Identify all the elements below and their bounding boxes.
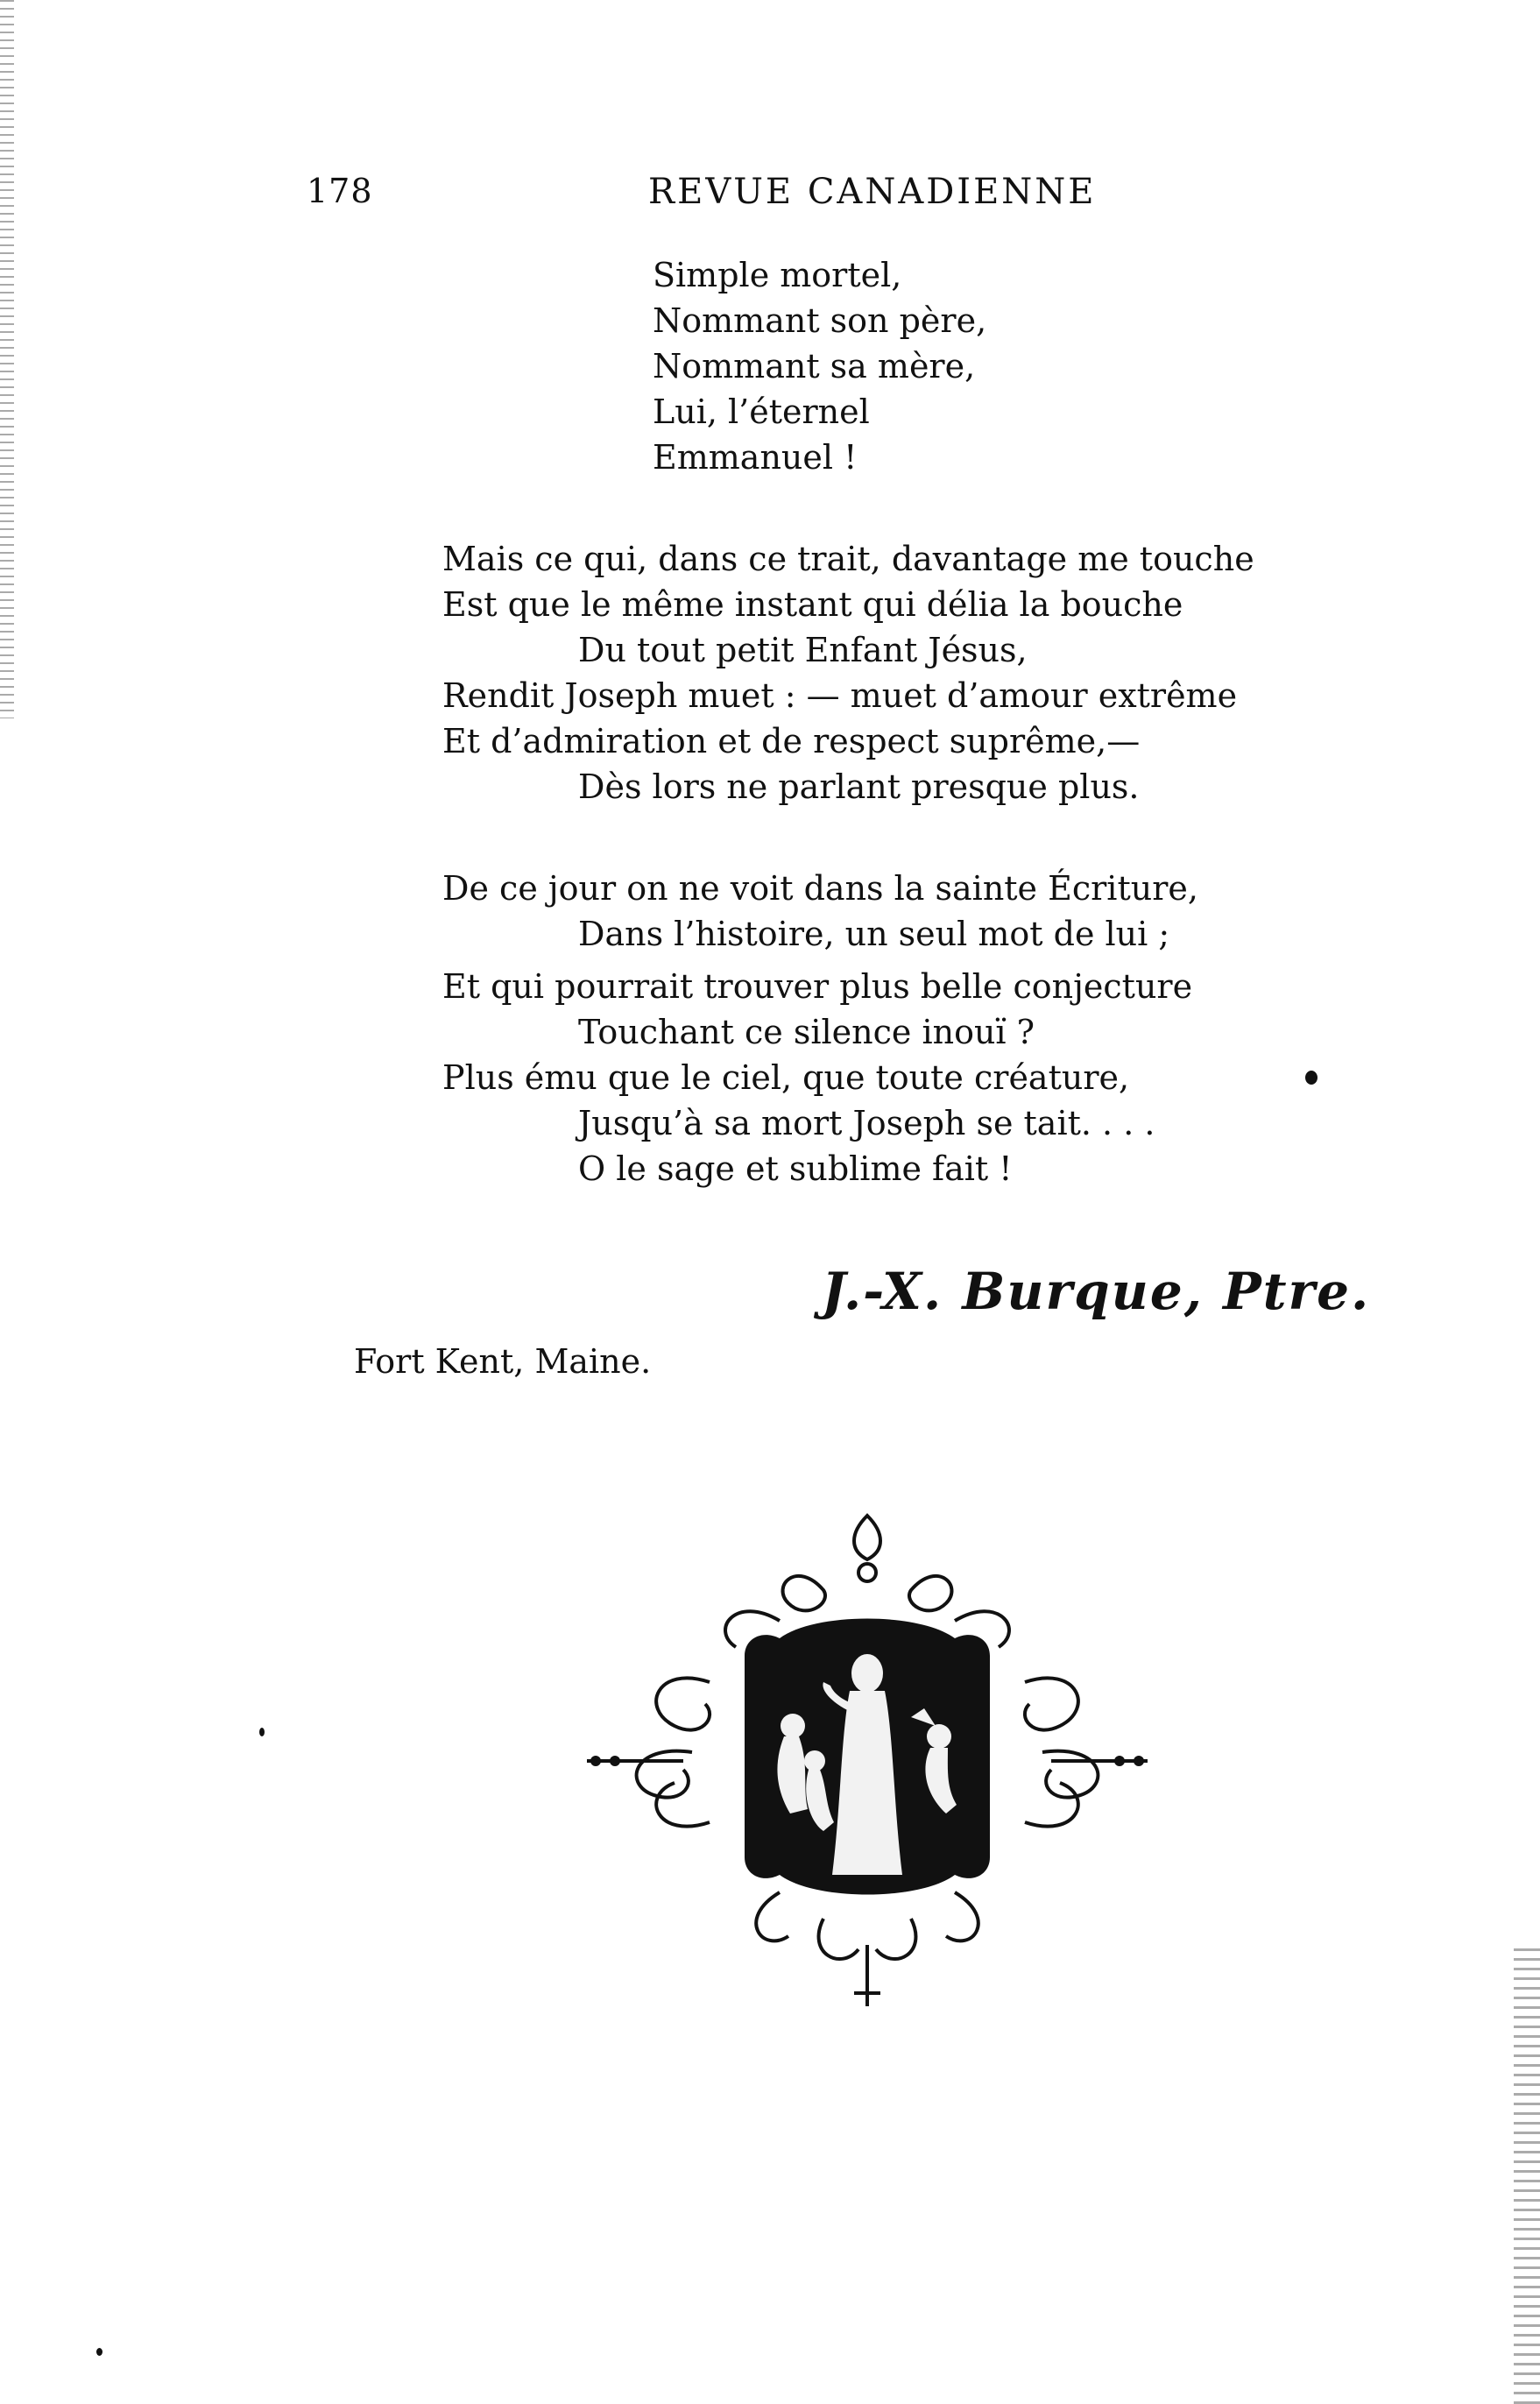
poem-line: Simple mortel, [653, 256, 902, 294]
place-line: Fort Kent, Maine. [354, 1342, 652, 1381]
poem-line: Nommant sa mère, [653, 347, 976, 385]
running-head: REVUE CANADIENNE [648, 172, 1097, 212]
poem-line: Touchant ce silence inouï ? [578, 1013, 1035, 1051]
poem-line: Jusqu’à sa mort Joseph se tait. . . . [578, 1104, 1155, 1142]
author-signature: J.-X. Burque, Ptre. [822, 1262, 1371, 1321]
poem-line: Nommant son père, [653, 301, 987, 340]
poem-line: Et qui pourrait trouver plus belle conjecture [442, 967, 1193, 1006]
print-speck [1305, 1071, 1317, 1085]
poem-line: De ce jour on ne voit dans la sainte Écriture, [442, 869, 1198, 908]
poem-line: Dès lors ne parlant presque plus. [578, 767, 1140, 806]
scan-edge-right [1514, 1948, 1540, 2404]
poem-line: O le sage et sublime fait ! [578, 1149, 1013, 1188]
page-number: 178 [307, 172, 373, 210]
poem-line: Emmanuel ! [653, 438, 858, 477]
poem-line: Rendit Joseph muet : — muet d’amour extrême [442, 676, 1238, 715]
vignette-ornament [561, 1507, 1174, 2015]
page-header [0, 172, 1540, 224]
poem-line: Mais ce qui, dans ce trait, davantage me touche [442, 540, 1254, 578]
poem-line: Et d’admiration et de respect suprême,— [442, 722, 1141, 760]
poem-line: Du tout petit Enfant Jésus, [578, 631, 1028, 669]
poem-line: Est que le même instant qui délia la bouche [442, 585, 1183, 624]
print-speck [96, 2348, 102, 2356]
poem-line: Plus ému que le ciel, que toute créature, [442, 1058, 1130, 1097]
print-speck [259, 1728, 265, 1736]
poem-line: Lui, l’éternel [653, 392, 870, 431]
scan-edge-left [0, 0, 14, 718]
poem-line: Dans l’histoire, un seul mot de lui ; [578, 915, 1170, 953]
